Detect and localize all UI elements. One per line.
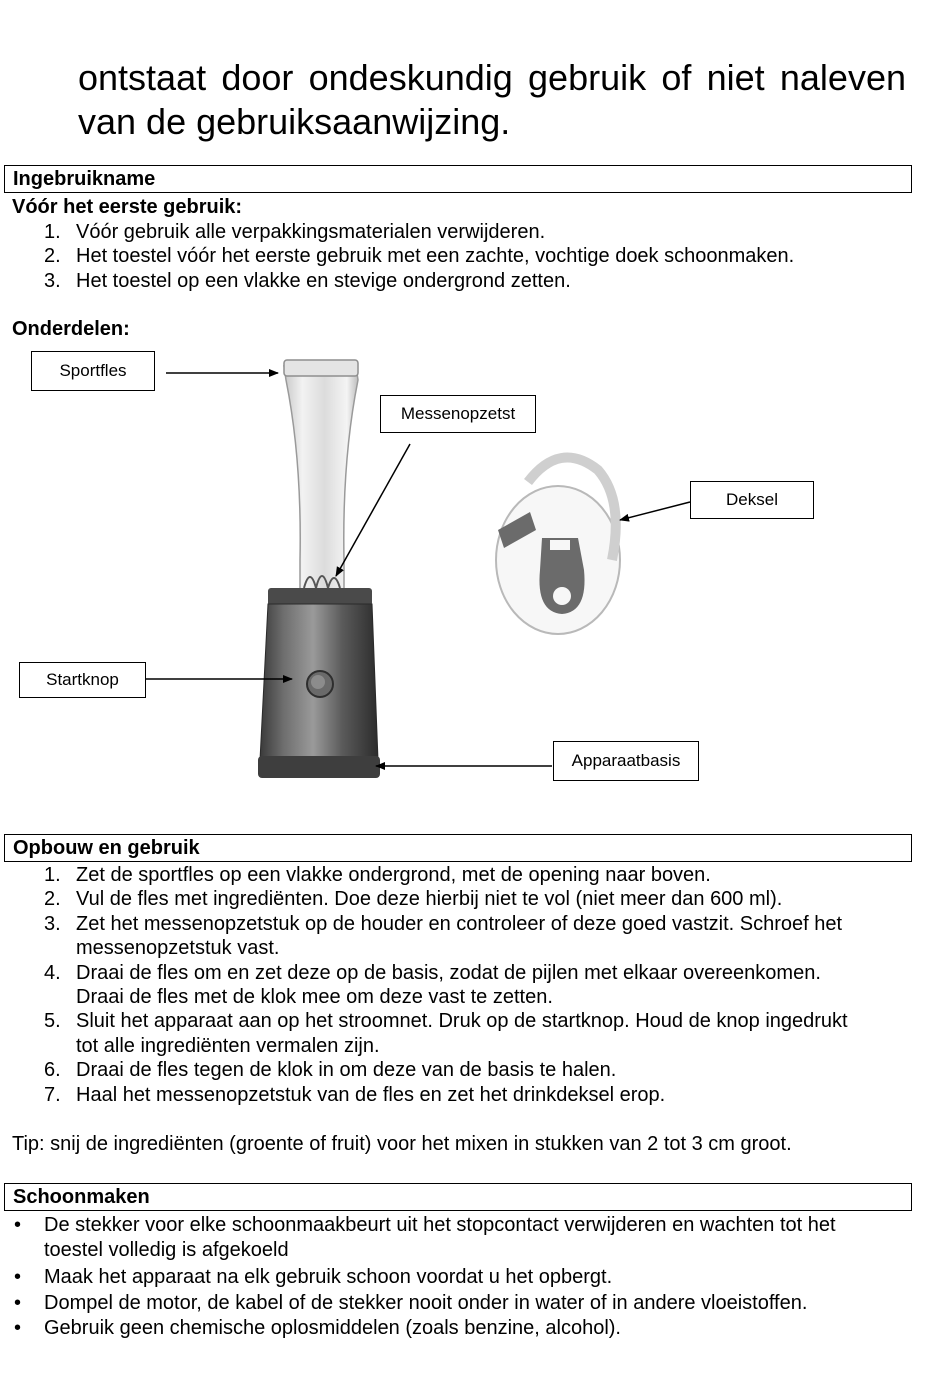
list-item: 4. Draai de fles om en zet deze op de basis, zodat de pijlen met elkaar overeenkomen. Draai de fles met de klok mee om deze vast te zetten. (44, 961, 821, 1009)
list-item: 3. Zet het messenopzetstuk op de houder en controleer of deze goed vastzit. Schroef het messenopzetstuk vast. (44, 912, 843, 960)
list-item: 6. Draai de fles tegen de klok in om deze van de basis te halen. (44, 1059, 617, 1082)
list-item: 3. Het toestel op een vlakke en stevige ondergrond zetten. (44, 269, 571, 292)
section-heading-ingebruikname: Ingebruikname (4, 165, 912, 193)
list-item: 7. Haal het messenopzetstuk van de fles en zet het drinkdeksel erop. (44, 1083, 666, 1106)
intro-paragraph (78, 56, 906, 144)
bullet-icon: • (14, 1317, 22, 1339)
intro-line-2: van de gebruiksaanwijzing. (78, 101, 511, 142)
section-heading-opbouw: Opbouw en gebruik (4, 834, 912, 862)
deksel-image (496, 458, 620, 635)
label-messenopzetst: Messenopzetst (380, 395, 536, 433)
bullet-icon: • (14, 1214, 22, 1236)
list-item: 5. Sluit het apparaat aan op het stroomnet. Druk op de startknop. Houd de knop ingedrukt tot alle ingrediënten vermalen zijn. (44, 1010, 848, 1057)
list-item: 1. Vóór gebruik alle verpakkingsmaterialen verwijderen. (44, 221, 546, 243)
list-item: 2. Het toestel vóór het eerste gebruik met een zachte, vochtige doek schoonmaken. (44, 245, 795, 268)
label-apparaatbasis: Apparaatbasis (553, 741, 699, 781)
sportfles-image (284, 360, 358, 596)
arrow-deksel (620, 502, 690, 520)
bullet-icon: • (14, 1266, 22, 1288)
first-use-steps (0, 220, 794, 293)
list-item: • Gebruik geen chemische oplosmiddelen (zoals benzine, alcohol). (14, 1317, 621, 1339)
label-startknop: Startknop (19, 662, 146, 698)
subheading-first-use: Vóór het eerste gebruik: (12, 196, 243, 218)
cleaning-list (0, 1213, 836, 1341)
subheading-parts: Onderdelen: (12, 318, 130, 340)
bullet-icon: • (14, 1291, 22, 1314)
label-sportfles: Sportfles (31, 351, 155, 391)
messenopzetst-image (268, 588, 372, 606)
assembly-steps (0, 863, 848, 1107)
section-heading-schoonmaken: Schoonmaken (4, 1183, 912, 1211)
list-item: 2. Vul de fles met ingrediënten. Doe deze hierbij niet te vol (niet meer dan 600 ml). (44, 888, 783, 911)
list-item: 1. Zet de sportfles op een vlakke ondergrond, met de opening naar boven. (44, 864, 711, 886)
list-item: • Maak het apparaat na elk gebruik schoon voordat u het opbergt. (14, 1266, 613, 1288)
intro-line-1: ontstaat door ondeskundig gebruik of niet naleven (78, 57, 906, 98)
label-deksel: Deksel (690, 481, 814, 519)
startknop-image (307, 671, 333, 697)
list-item: • De stekker voor elke schoonmaakbeurt uit het stopcontact verwijderen en wachten tot het toestel volledig is afgekoeld (14, 1214, 836, 1261)
list-item: • Dompel de motor, de kabel of de stekker nooit onder in water of in andere vloeistoffen. (14, 1291, 808, 1314)
tip-text: Tip: snij de ingrediënten (groente of fruit) voor het mixen in stukken van 2 tot 3 cm groot. (12, 1133, 792, 1155)
